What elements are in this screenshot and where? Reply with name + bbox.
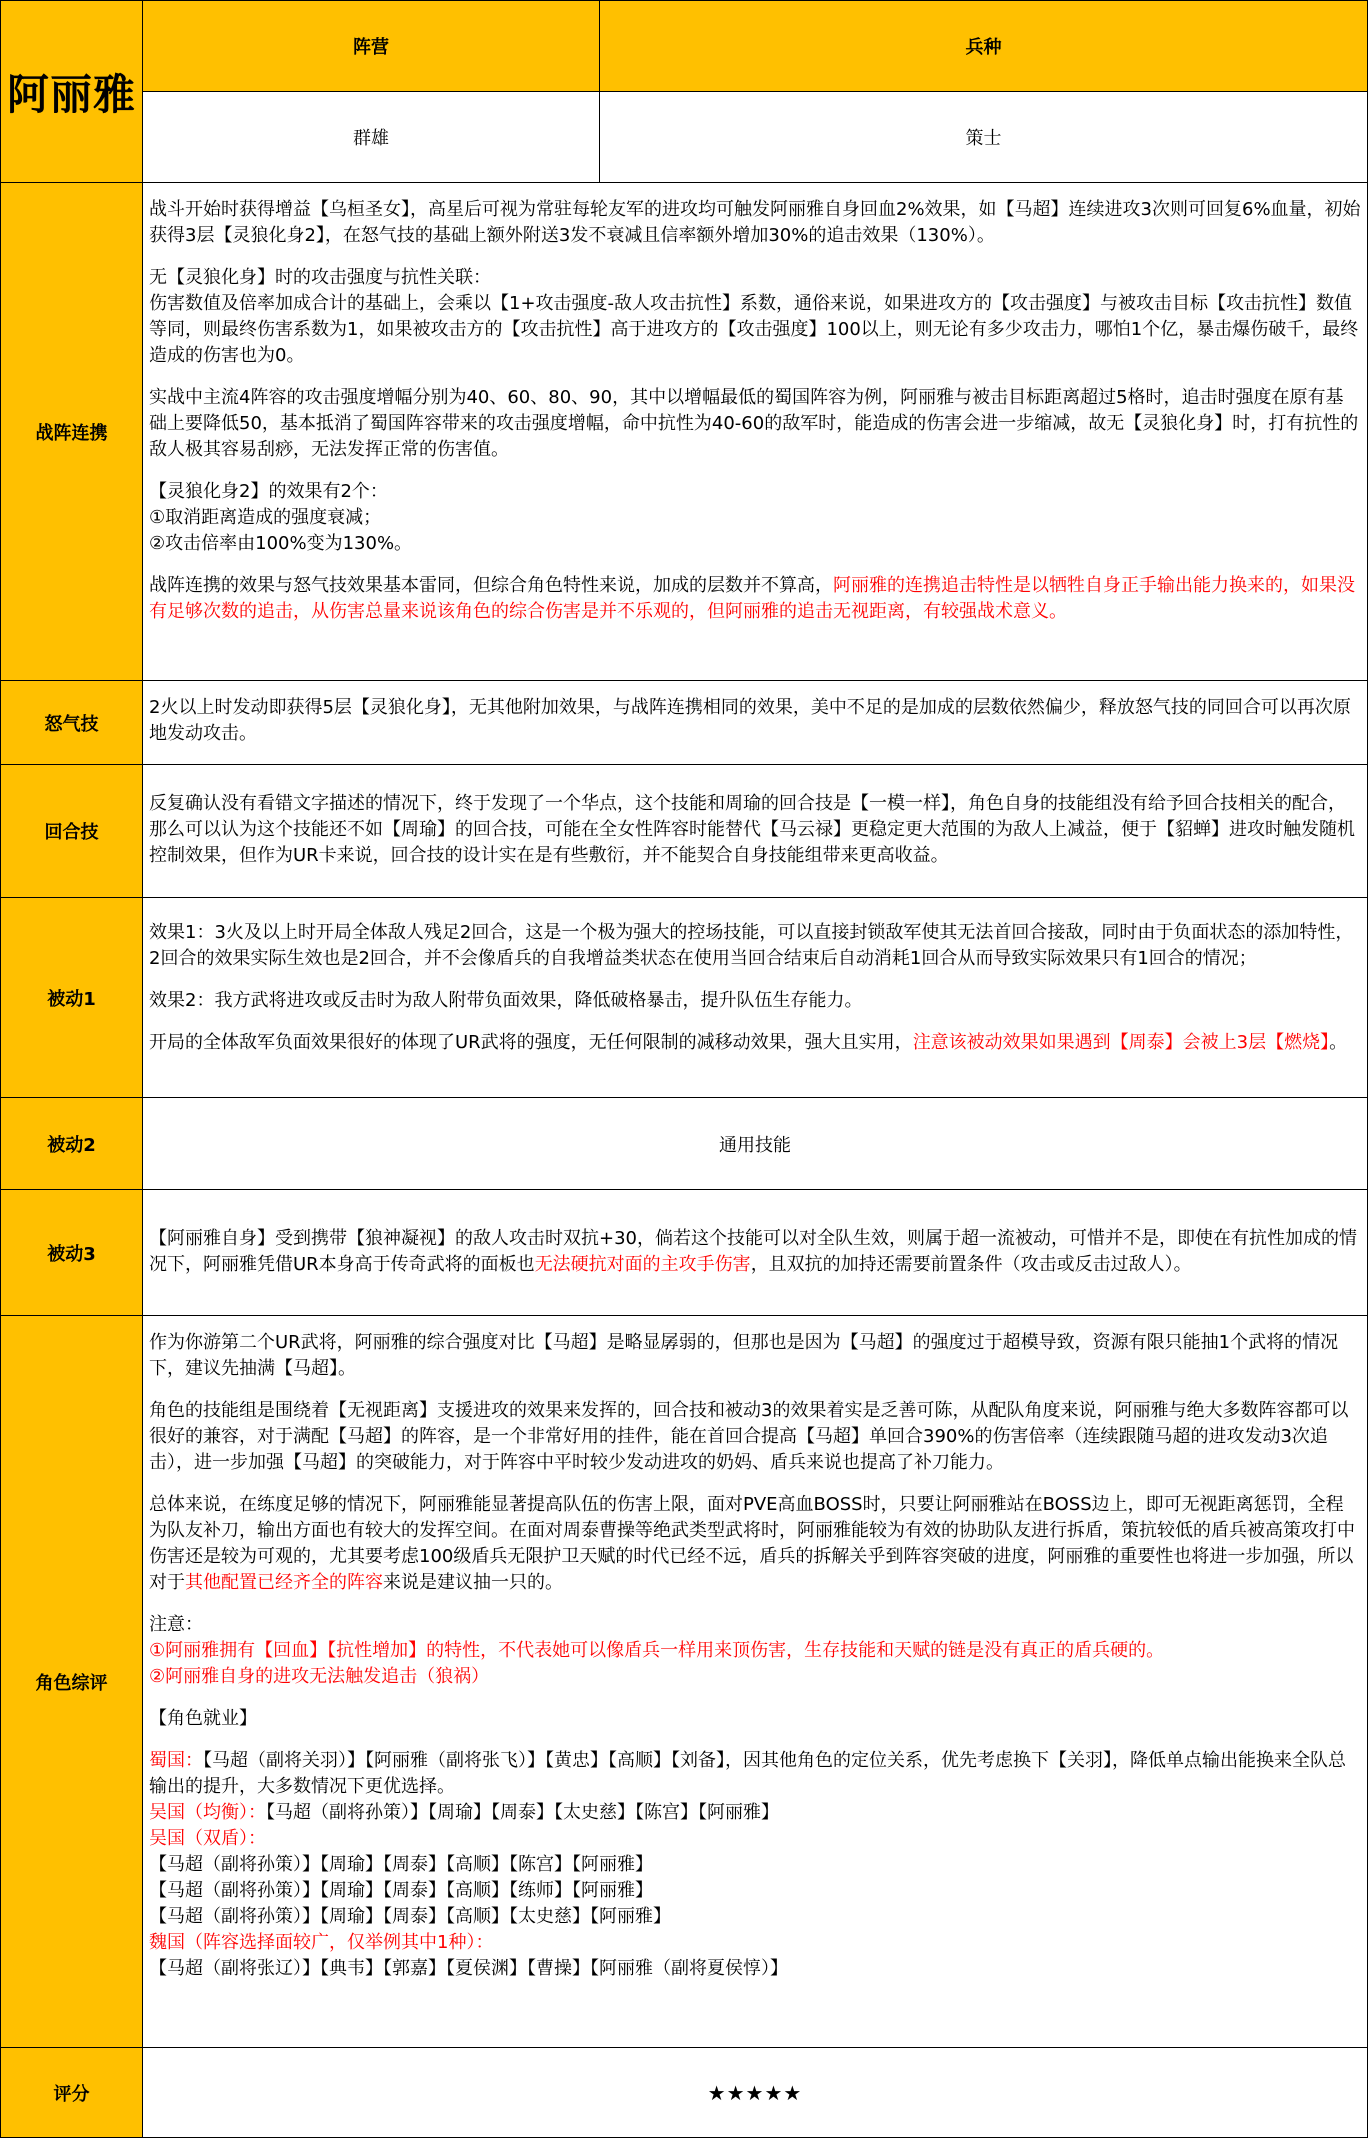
character-name: 阿丽雅 (6, 69, 136, 119)
review-shu-text: 【马超（副将关羽）】【阿丽雅（副将张飞）】【黄忠】【高顺】【刘备】，因其他角色的定位关系，优先考虑换下【关羽】，降低单点输出能换来全队总输出的提升，大多数情况下更优选择。 (149, 1750, 1346, 1797)
passive1-p3-text: 开局的全体敌军负面效果很好的体现了UR武将的强度，无任何限制的减移动效果，强大且实用， (149, 1032, 913, 1053)
review-wei-label: 魏国（阵容选择面较广，仅举例其中1种）： (149, 1932, 494, 1953)
troop-header: 兵种 (600, 0, 1368, 92)
review-label: 角色综评 (0, 1316, 143, 2048)
review-wu2-label: 吴国（双盾）： (149, 1828, 266, 1849)
passive2-text: 通用技能 (143, 1098, 1368, 1190)
combo-p4-item2: ②攻击倍率由100%变为130%。 (149, 533, 413, 554)
passive3-t1: 【阿丽雅自身】受到携带【狼神凝视】的敌人攻击时双抗+30，倘若这个技能可以对全队生效，则属于超一流被动，可惜并不是，即使在有抗性加成的情况下，阿丽雅凭借UR本身高于传奇武将的面板也 (149, 1228, 1357, 1275)
review-note-1: ①阿丽雅拥有【回血】【抗性增加】的特性，不代表她可以像盾兵一样用来顶伤害，生存技能和天赋的链是没有真正的盾兵硬的。 (149, 1640, 1165, 1661)
review-p3-text: 总体来说，在练度足够的情况下，阿丽雅能显著提高队伍的伤害上限，面对PVE高血BOSS时，只要让阿丽雅站在BOSS边上，即可无视距离惩罚，全程为队友补刀，输出方面也有较大的发挥空间。在面对周泰曹操等绝武类型武将时，阿丽雅能较为有效的协助队友进行拆盾，策抗较低的盾兵被高策攻打中伤害还是较为可观的，尤其要考虑100级盾兵无限护卫天赋的时代已经不远，盾兵的拆解关乎到阵容突破的进度，阿丽雅的重要性也将进一步加强，所以对于 (149, 1494, 1355, 1593)
passive1-p3 (149, 1030, 1361, 1056)
combo-p5-text: 战阵连携的效果与怒气技效果基本雷同，但综合角色特性来说，加成的层数并不算高， (149, 575, 833, 596)
review-employ-title: 【角色就业】 (149, 1708, 257, 1729)
rating-label: 评分 (0, 2048, 143, 2138)
review-p3-highlight: 其他配置已经齐全的阵容 (185, 1572, 383, 1593)
passive1-label: 被动1 (0, 898, 143, 1098)
combo-p5 (149, 573, 1361, 625)
combo-skill-text (143, 183, 1368, 681)
review-p3 (149, 1492, 1361, 1596)
rage-skill-text (143, 681, 1368, 765)
passive1-p2: 效果2：我方武将进攻或反击时为敌人附带负面效果，降低破格暴击，提升队伍生存能力。 (149, 990, 863, 1011)
rating-stars: ★★★★★ (143, 2048, 1368, 2138)
passive3-p (149, 1226, 1361, 1278)
character-name-cell (0, 0, 143, 183)
combo-p2-title: 无【灵狼化身】时的攻击强度与抗性关联： (149, 267, 491, 288)
troop-value: 策士 (600, 92, 1368, 183)
combo-p1: 战斗开始时获得增益【乌桓圣女】，高星后可视为常驻每轮友军的进攻均可触发阿丽雅自身回血2%效果，如【马超】连续进攻3次则可回复6%血量，初始获得3层【灵狼化身2】，在怒气技的基础上额外附送3发不衰减且信率额外增加30%的追击效果（130%）。 (149, 199, 1361, 246)
faction-header: 阵营 (143, 0, 600, 92)
review-shu-label: 蜀国： (149, 1750, 203, 1771)
review-p2: 角色的技能组是围绕着【无视距离】支援进攻的效果来发挥的，回合技和被动3的效果着实是乏善可陈，从配队角度来说，阿丽雅与绝大多数阵容都可以很好的兼容，对于满配【马超】的阵容，是一个非常好用的挂件，能在首回合提高【马超】单回合390%的伤害倍率（连续跟随马超的进攻发动3次追击），进一步加强【马超】的突破能力，对于阵容中平时较少发动进攻的奶妈、盾兵来说也提高了补刀能力。 (149, 1400, 1349, 1473)
combo-skill-label: 战阵连携 (0, 183, 143, 681)
round-text: 反复确认没有看错文字描述的情况下，终于发现了一个华点，这个技能和周瑜的回合技是【一模一样】，角色自身的技能组没有给予回合技相关的配合，那么可以认为这个技能还不如【周瑜】的回合技，可能在全女性阵容时能替代【马云禄】更稳定更大范围的为敌人上减益，便于【貂蝉】进攻时触发随机控制效果，但作为UR卡来说，回合技的设计实在是有些敷衍，并不能契合自身技能组带来更高收益。 (149, 793, 1355, 866)
review-note-2: ②阿丽雅自身的进攻无法触发追击（狼祸） (149, 1666, 490, 1687)
passive1-p3-highlight: 注意该被动效果如果遇到【周泰】会被上3层【燃烧】 (912, 1032, 1330, 1053)
review-text (143, 1316, 1368, 2048)
passive3-t3: ，且双抗的加持还需要前置条件（攻击或反击过敌人）。 (750, 1254, 1192, 1275)
review-wu2-line2: 【马超（副将孙策）】【周瑜】【周泰】【高顺】【练师】【阿丽雅】 (149, 1880, 653, 1901)
rage-skill-label: 怒气技 (0, 681, 143, 765)
round-skill-text (143, 765, 1368, 898)
combo-p2-body: 伤害数值及倍率加成合计的基础上，会乘以【1+攻击强度-敌人攻击抗性】系数，通俗来说，如果进攻方的【攻击强度】与被攻击目标【攻击抗性】数值等同，则最终伤害系数为1，如果被攻击方的【攻击抗性】高于进攻方的【攻击强度】100以上，则无论有多少攻击力，哪怕1个亿，暴击爆伤破千，最终造成的伤害也为0。 (149, 293, 1359, 366)
review-p3-end: 来说是建议抽一只的。 (383, 1572, 563, 1593)
review-wu2-line3: 【马超（副将孙策）】【周瑜】【周泰】【高顺】【太史慈】【阿丽雅】 (149, 1906, 671, 1927)
round-skill-label: 回合技 (0, 765, 143, 898)
passive1-p1: 效果1：3火及以上时开局全体敌人残足2回合，这是一个极为强大的控场技能，可以直接封锁敌军使其无法首回合接敌，同时由于负面状态的添加特性，2回合的效果实际生效也是2回合，并不会像盾兵的自我增益类状态在使用当回合结束后自动消耗1回合从而导致实际效果只有1回合的情况； (149, 922, 1354, 969)
passive1-p3-end: 。 (1329, 1032, 1348, 1053)
review-shu (149, 1748, 1361, 1800)
review-wu1-text: 【马超（副将孙策）】【周瑜】【周泰】【太史慈】【陈宫】【阿丽雅】 (266, 1802, 779, 1823)
passive2-label: 被动2 (0, 1098, 143, 1190)
review-wei-text: 【马超（副将张辽）】【典韦】【郭嘉】【夏侯渊】【曹操】【阿丽雅（副将夏侯惇）】 (149, 1958, 788, 1979)
combo-p4-item1: ①取消距离造成的强度衰减； (149, 507, 382, 528)
passive3-label: 被动3 (0, 1190, 143, 1316)
review-wu2-line1: 【马超（副将孙策）】【周瑜】【周泰】【高顺】【陈宫】【阿丽雅】 (149, 1854, 653, 1875)
rage-text: 2火以上时发动即获得5层【灵狼化身】，无其他附加效果，与战阵连携相同的效果，美中不足的是加成的层数依然偏少，释放怒气技的同回合可以再次原地发动攻击。 (149, 697, 1351, 744)
faction-value: 群雄 (143, 92, 600, 183)
review-wu1-label: 吴国（均衡）： (149, 1802, 266, 1823)
passive3-text (143, 1190, 1368, 1316)
passive1-text (143, 898, 1368, 1098)
review-note-title: 注意： (149, 1614, 203, 1635)
combo-p3: 实战中主流4阵容的攻击强度增幅分别为40、60、80、90，其中以增幅最低的蜀国阵容为例，阿丽雅与被击目标距离超过5格时，追击时强度在原有基础上要降低50，基本抵消了蜀国阵容带来的攻击强度增幅，命中抗性为40-60的敌军时，能造成的伤害会进一步缩减，故无【灵狼化身】时，打有抗性的敌人极其容易刮痧，无法发挥正常的伤害值。 (149, 387, 1359, 460)
combo-p5-highlight: 阿丽雅的连携追击特性是以牺牲自身正手输出能力换来的，如果没有足够次数的追击，从伤害总量来说该角色的综合伤害是并不乐观的，但阿丽雅的追击无视距离，有较强战术意义。 (149, 575, 1355, 622)
combo-p4-title: 【灵狼化身2】的效果有2个： (149, 481, 388, 502)
review-p1: 作为你游第二个UR武将，阿丽雅的综合强度对比【马超】是略显孱弱的，但那也是因为【马超】的强度过于超模导致，资源有限只能抽1个武将的情况下，建议先抽满【马超】。 (149, 1332, 1339, 1379)
review-wu1 (149, 1800, 1361, 1826)
passive3-highlight: 无法硬抗对面的主攻手伤害 (534, 1254, 751, 1275)
